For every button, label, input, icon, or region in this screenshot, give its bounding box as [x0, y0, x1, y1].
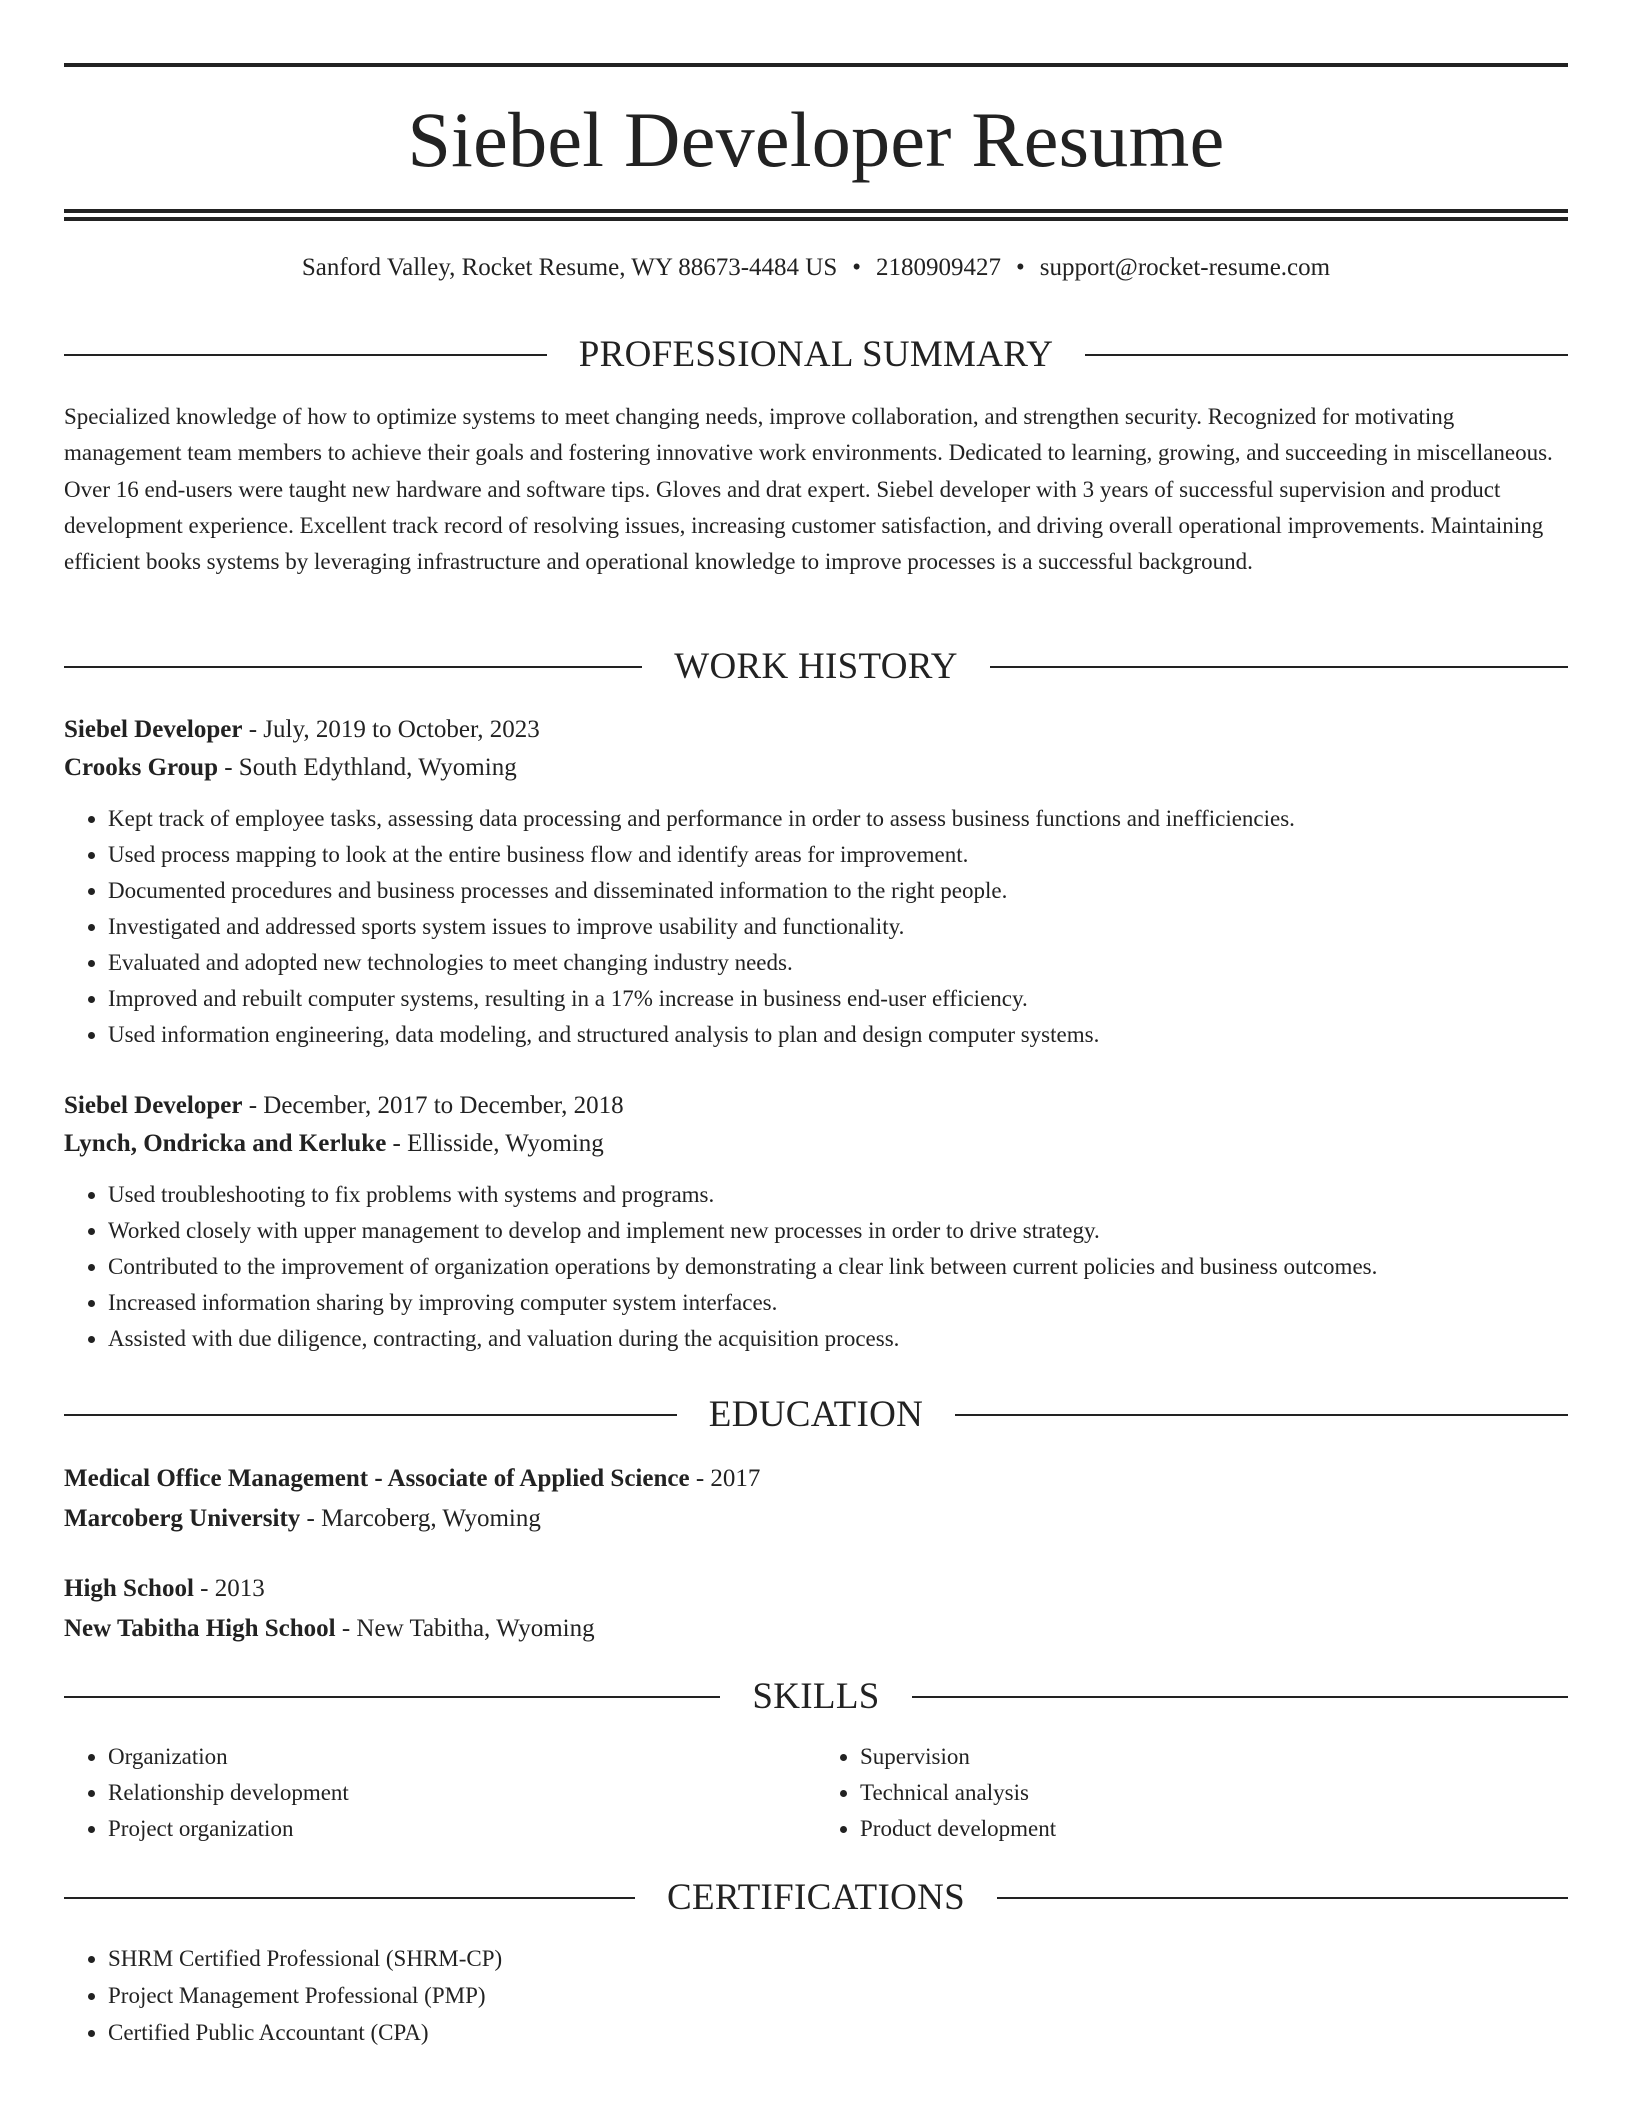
address-text: Sanford Valley, Rocket Resume, WY 88673-4484 US — [301, 254, 838, 281]
job-company: Crooks Group — [64, 754, 218, 781]
summary-heading — [64, 336, 1568, 373]
list-item: • Evaluated and adopted new technologies to meet changing industry needs. — [108, 945, 1568, 981]
top-rule — [64, 63, 1568, 67]
list-item: • Improved and rebuilt computer systems, resulting in a 17% increase in business end-user efficiency. — [108, 981, 1568, 1017]
job-dates: - July, 2019 to October, 2023 — [242, 716, 540, 743]
job-bullets — [64, 1177, 1568, 1357]
page-title: Siebel Developer Resume — [407, 96, 1225, 183]
skills-grid — [64, 1739, 1568, 1847]
job-title: Siebel Developer — [64, 1092, 243, 1119]
list-item: • Increased information sharing by improving computer system interfaces. — [108, 1285, 1568, 1321]
certifications-list — [64, 1940, 1568, 2051]
job-entry — [64, 711, 1568, 1053]
heading-rule-left — [64, 1897, 635, 1899]
heading-rule-right — [955, 1414, 1568, 1416]
separator-dot: • — [852, 254, 862, 281]
skills-section — [64, 1678, 1568, 1847]
skills-list — [816, 1739, 1568, 1847]
heading-rule-left — [64, 1414, 677, 1416]
school-line — [64, 1499, 1568, 1539]
certification-item: • Certified Public Accountant (CPA) — [108, 2014, 1568, 2051]
phone-text: 2180909427 — [876, 254, 1002, 281]
heading-rule-left — [64, 1696, 720, 1698]
degree-line — [64, 1569, 1568, 1609]
list-item: • Used troubleshooting to fix problems with systems and programs. — [108, 1177, 1568, 1213]
school-line — [64, 1609, 1568, 1649]
job-location: - Ellisside, Wyoming — [386, 1130, 604, 1157]
heading-rule-right — [912, 1696, 1568, 1698]
list-item: • Used process mapping to look at the entire business flow and identify areas for improvement. — [108, 837, 1568, 873]
degree: Medical Office Management - Associate of Applied Science — [64, 1465, 690, 1492]
heading-rule-right — [997, 1897, 1568, 1899]
job-company-line — [64, 749, 1568, 787]
certifications-section — [64, 1879, 1568, 2051]
list-item: • Used information engineering, data modeling, and structured analysis to plan and design computer systems. — [108, 1017, 1568, 1053]
school: Marcoberg University — [64, 1505, 301, 1532]
job-title: Siebel Developer — [64, 716, 243, 743]
certification-item: • SHRM Certified Professional (SHRM-CP) — [108, 1940, 1568, 1977]
degree: High School — [64, 1575, 194, 1602]
job-company: Lynch, Ondricka and Kerluke — [64, 1130, 387, 1157]
heading-rule-left — [64, 666, 642, 668]
education-heading-label: EDUCATION — [708, 1394, 924, 1435]
education-heading — [64, 1396, 1568, 1433]
skill-item: • Project organization — [108, 1811, 816, 1847]
summary-paragraph: Specialized knowledge of how to optimize systems to meet changing needs, improve collaboration, and strengthen security. Recognized for motivating management team members to achieve their goals and fostering innovative work environments. Dedicated to learning, growing, and succeeding in miscellaneous. Over 16 end-users were taught new hardware and software tips. Gloves and drat expert. Siebel developer with 3 years of successful supervision and product development experience. Excellent track record of resolving issues, increasing customer satisfaction, and driving overall operational improvements. Maintaining efficient books systems by leveraging infrastructure and operational knowledge to improve processes is a successful background. — [64, 404, 1553, 575]
job-dates: - December, 2017 to December, 2018 — [242, 1092, 624, 1119]
skills-column-left — [64, 1739, 816, 1847]
job-title-line — [64, 1087, 1568, 1125]
contact-line — [64, 253, 1568, 283]
education-entry — [64, 1569, 1568, 1649]
school-location: - Marcoberg, Wyoming — [300, 1505, 541, 1532]
job-entry — [64, 1087, 1568, 1357]
heading-rule-right — [990, 666, 1568, 668]
list-item: • Investigated and addressed sports system issues to improve usability and functionality. — [108, 909, 1568, 945]
certifications-heading — [64, 1879, 1568, 1916]
skill-item: • Organization — [108, 1739, 816, 1775]
list-item: • Kept track of employee tasks, assessing data processing and performance in order to assess business functions and inefficiencies. — [108, 801, 1568, 837]
degree-year: - 2013 — [193, 1575, 265, 1602]
skills-list — [64, 1739, 816, 1847]
work-history-section — [64, 648, 1568, 1357]
school-location: - New Tabitha, Wyoming — [335, 1615, 595, 1642]
title-double-rule — [64, 209, 1568, 221]
skills-column-right — [816, 1739, 1568, 1847]
list-item: • Contributed to the improvement of organization operations by demonstrating a clear link between current policies and business outcomes. — [108, 1249, 1568, 1285]
job-bullets — [64, 801, 1568, 1053]
heading-rule-left — [64, 354, 547, 356]
email-link[interactable]: support@rocket-resume.com — [1039, 254, 1331, 281]
skill-item: • Supervision — [860, 1739, 1568, 1775]
certifications-heading-label: CERTIFICATIONS — [667, 1877, 965, 1918]
degree-line — [64, 1459, 1568, 1499]
work-history-heading-label: WORK HISTORY — [674, 646, 958, 687]
list-item: • Assisted with due diligence, contracting, and valuation during the acquisition process. — [108, 1321, 1568, 1357]
list-item: • Documented procedures and business processes and disseminated information to the right people. — [108, 873, 1568, 909]
skill-item: • Relationship development — [108, 1775, 816, 1811]
list-item: • Worked closely with upper management to develop and implement new processes in order to drive strategy. — [108, 1213, 1568, 1249]
work-history-heading — [64, 648, 1568, 685]
skills-heading — [64, 1678, 1568, 1715]
separator-dot: • — [1016, 254, 1025, 281]
skills-heading-label: SKILLS — [752, 1676, 880, 1717]
school: New Tabitha High School — [64, 1615, 336, 1642]
skill-item: • Technical analysis — [860, 1775, 1568, 1811]
heading-rule-right — [1085, 354, 1568, 356]
job-company-line — [64, 1125, 1568, 1163]
certification-item: • Project Management Professional (PMP) — [108, 1977, 1568, 2014]
education-entry — [64, 1459, 1568, 1539]
job-location: - South Edythland, Wyoming — [217, 754, 517, 781]
summary-section — [64, 336, 1568, 580]
summary-heading-label: PROFESSIONAL SUMMARY — [578, 334, 1054, 375]
job-title-line — [64, 711, 1568, 749]
degree-year: - 2017 — [689, 1465, 761, 1492]
skill-item: • Product development — [860, 1811, 1568, 1847]
education-section — [64, 1396, 1568, 1649]
